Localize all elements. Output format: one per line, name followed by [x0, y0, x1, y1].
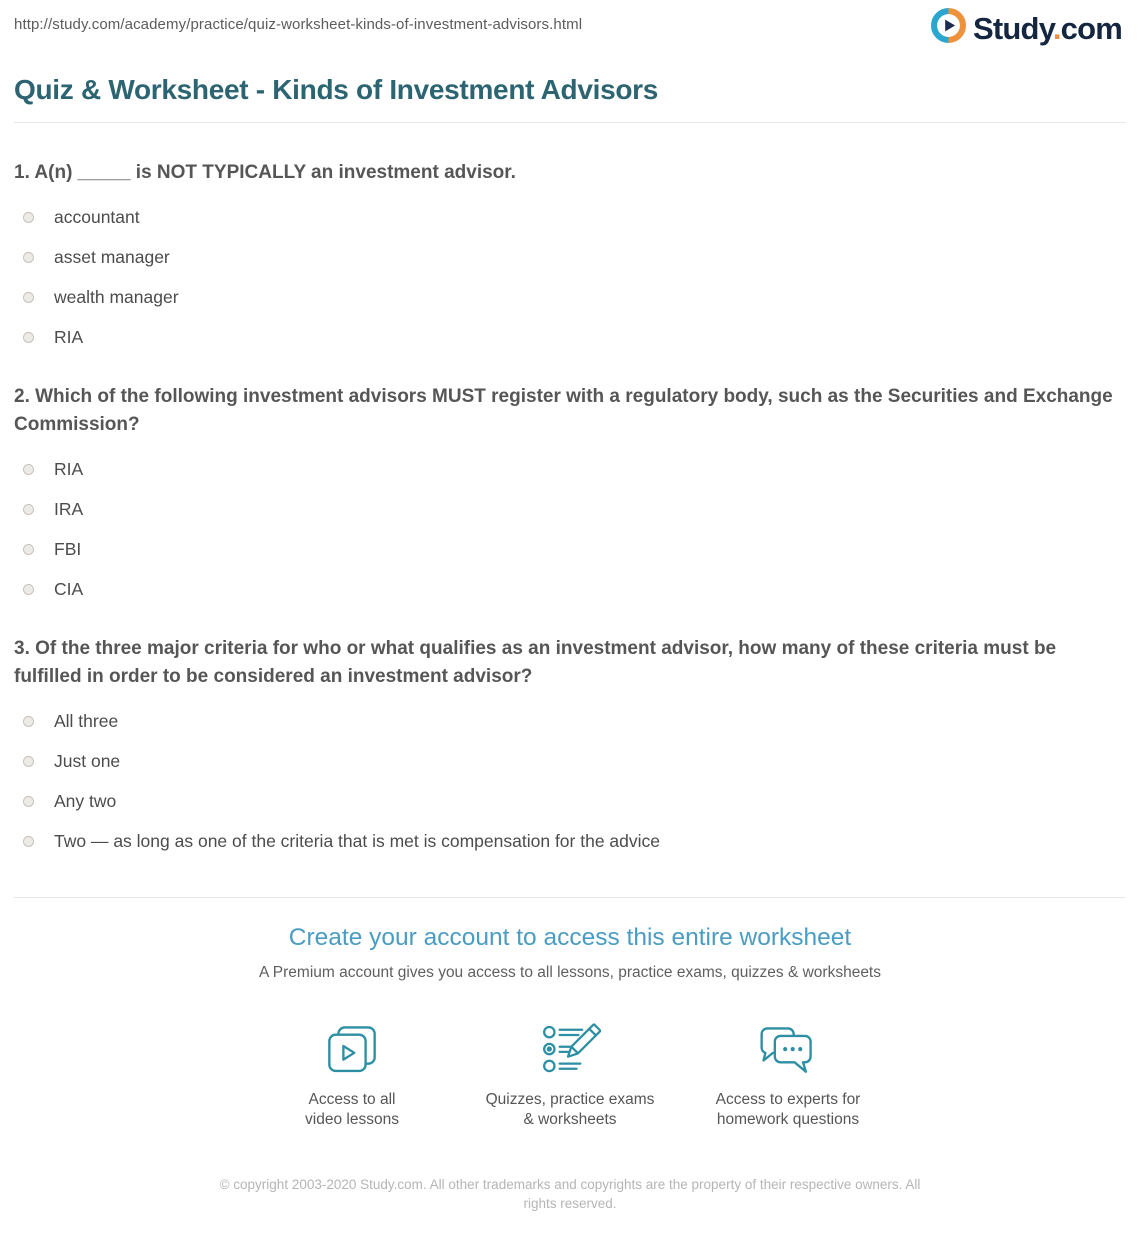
studycom-play-icon	[931, 8, 966, 48]
cta-section	[0, 924, 1140, 1131]
feature-label: Access to experts for homework questions	[715, 1090, 861, 1129]
radio-button[interactable]	[23, 252, 34, 263]
option-label[interactable]: FBI	[54, 538, 82, 559]
option-row[interactable]	[23, 288, 1126, 307]
quizzes-worksheets-icon	[539, 1016, 601, 1078]
option-row[interactable]	[23, 832, 1126, 851]
option-label[interactable]: accountant	[54, 206, 140, 227]
option-row[interactable]	[23, 752, 1126, 771]
option-row[interactable]	[23, 580, 1126, 599]
feature-video-lessons	[243, 1016, 461, 1131]
question-3-text: 3. Of the three major criteria for who or what qualifies as an investment advisor, how many of these criteria must be fulfilled in order to be considered an investment advisor?	[14, 637, 1057, 687]
question-1-text: 1. A(n) _____ is NOT TYPICALLY an investment advisor.	[14, 162, 516, 183]
radio-button[interactable]	[23, 464, 34, 475]
question-1-options	[14, 208, 1126, 347]
option-label[interactable]: RIA	[54, 326, 84, 347]
option-row[interactable]	[23, 328, 1126, 347]
radio-button[interactable]	[23, 584, 34, 595]
option-row[interactable]	[23, 540, 1126, 559]
cta-subtitle: A Premium account gives you access to all lessons, practice exams, quizzes & worksheets	[259, 963, 881, 981]
copyright-notice: © copyright 2003-2020 Study.com. All other trademarks and copyrights are the property of their respective owners. All rights reserved.	[219, 1176, 921, 1212]
feature-row	[0, 1016, 1140, 1131]
question-3-options	[14, 712, 1126, 851]
radio-button[interactable]	[23, 212, 34, 223]
feature-label: Access to all video lessons	[305, 1090, 399, 1129]
title-divider	[14, 122, 1126, 123]
radio-button[interactable]	[23, 332, 34, 343]
experts-chat-icon	[756, 1016, 820, 1078]
top-bar	[0, 0, 1140, 48]
option-label[interactable]: Two — as long as one of the criteria that is met is compensation for the advice	[54, 830, 660, 851]
radio-button[interactable]	[23, 292, 34, 303]
question-2-options	[14, 460, 1126, 599]
feature-expert-help	[679, 1016, 897, 1131]
radio-button[interactable]	[23, 796, 34, 807]
option-label[interactable]: CIA	[54, 578, 84, 599]
option-label[interactable]: Just one	[54, 750, 121, 771]
studycom-logo[interactable]	[931, 8, 1122, 48]
radio-button[interactable]	[23, 716, 34, 727]
feature-label: Quizzes, practice exams & worksheets	[485, 1090, 655, 1129]
radio-button[interactable]	[23, 836, 34, 847]
option-label[interactable]: IRA	[54, 498, 84, 519]
page-title: Quiz & Worksheet - Kinds of Investment Advisors	[14, 74, 659, 105]
question-1	[14, 159, 1126, 347]
question-2	[14, 383, 1126, 599]
option-row[interactable]	[23, 712, 1126, 731]
option-label[interactable]: All three	[54, 710, 119, 731]
create-account-link[interactable]: Create your account to access this entire worksheet	[288, 923, 852, 951]
video-lessons-icon	[323, 1016, 381, 1078]
option-row[interactable]	[23, 460, 1126, 479]
option-row[interactable]	[23, 208, 1126, 227]
option-row[interactable]	[23, 248, 1126, 267]
option-label[interactable]: asset manager	[54, 246, 170, 267]
feature-quizzes-worksheets	[461, 1016, 679, 1131]
option-row[interactable]	[23, 792, 1126, 811]
radio-button[interactable]	[23, 756, 34, 767]
page-url: http://study.com/academy/practice/quiz-worksheet-kinds-of-investment-advisors.html	[14, 16, 583, 33]
option-label[interactable]: wealth manager	[54, 286, 179, 307]
radio-button[interactable]	[23, 504, 34, 515]
cta-divider	[14, 897, 1126, 898]
option-row[interactable]	[23, 500, 1126, 519]
logo-wordmark: Study.com	[973, 10, 1122, 46]
radio-button[interactable]	[23, 544, 34, 555]
option-label[interactable]: Any two	[54, 790, 117, 811]
question-3	[14, 635, 1126, 851]
option-label[interactable]: RIA	[54, 458, 84, 479]
question-2-text: 2. Which of the following investment advisors MUST register with a regulatory body, such as the Securities and Exchange Commission?	[14, 385, 1113, 435]
